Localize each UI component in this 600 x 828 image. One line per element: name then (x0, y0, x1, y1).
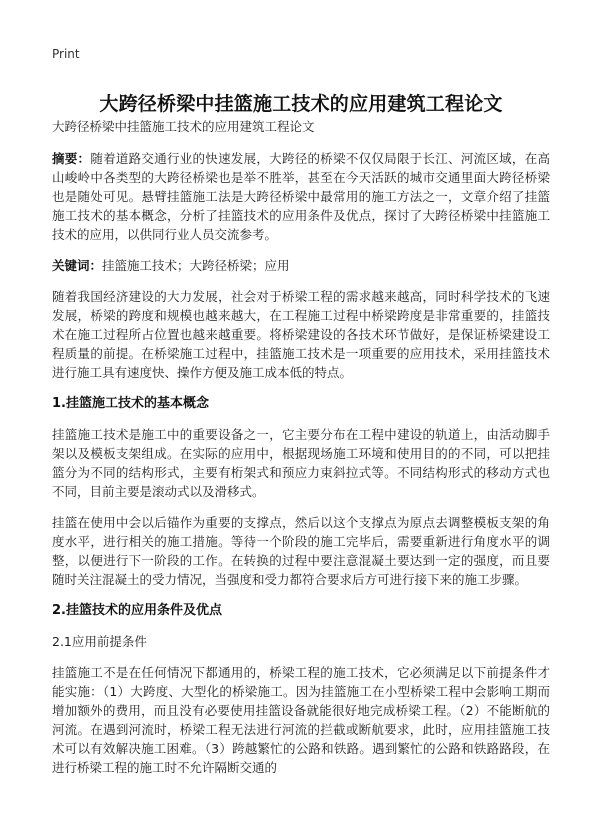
section-1-paragraph-1: 挂篮施工技术是施工中的重要设备之一，它主要分布在工程中建设的轨道上，由活动脚手架以及模板支架组成。在实际的应用中，根据现场施工环境和使用目的的不同，可以把挂篮分为不同的结构形式，主要有桁架式和预应力束斜拉式等。不同结构形式的移动方式也不同，目前主要是滚动式以及滑移式。 (52, 427, 550, 499)
section-1-heading: 1.挂篮施工技术的基本概念 (52, 396, 209, 411)
section-2-1-paragraph: 挂篮施工不是在任何情况下都通用的，桥梁工程的施工技术，它必须满足以下前提条件才能实施：（1）大跨度、大型化的桥梁施工。因为挂篮施工在小型桥梁工程中会影响工期而增加额外的费用，而且没有必要使用挂篮设备就能很好地完成桥梁工程。（2）不能断航的河流。在遇到河流时，桥梁工程无法进行河流的拦截或断航要求，此时，应用挂篮施工技术可以有效解决施工困难。（3）跨越繁忙的公路和铁路。遇到繁忙的公路和铁路路段，在进行桥梁工程的施工时不允许隔断交通的 (52, 665, 550, 775)
section-2-heading: 2.挂篮技术的应用条件及优点 (52, 603, 222, 618)
article-body (52, 117, 550, 789)
keywords-paragraph (52, 256, 550, 275)
abstract-text: 随着道路交通行业的快速发展，大跨径的桥梁不仅仅局限于长江、河流区域，在高山峻岭中各类型的大跨径桥梁也是举不胜举，甚至在今天活跃的城市交通里面大跨径桥梁也是随处可见。悬臂挂篮施工法是大跨径桥梁中最常用的施工方法之一，文章介绍了挂篮施工技术的基本概念，分析了挂篮技术的应用条件及优点，探讨了大跨径桥梁中挂篮施工技术的应用，以供同行业人员交流参考。 (52, 151, 550, 242)
section-1-paragraph-2: 挂篮在使用中会以后锚作为重要的支撑点，然后以这个支撑点为原点去调整模板支架的角度水平，进行相关的施工措施。等待一个阶段的施工完毕后，需要重新进行角度水平的调整，以便进行下一阶段的工作。在转换的过程中要注意混凝土要达到一定的强度，而且要随时关注混凝土的受力情况，当强度和受力都符合要求后方可进行接下来的施工步骤。 (52, 515, 550, 587)
abstract-label: 摘要： (52, 151, 91, 166)
keywords-label: 关键词： (52, 258, 103, 273)
section-2-1-heading: 2.1应用前提条件 (52, 634, 147, 649)
article-subtitle: 大跨径桥梁中挂篮施工技术的应用建筑工程论文 (52, 119, 315, 134)
page-title: 大跨径桥梁中挂篮施工技术的应用建筑工程论文 (99, 92, 503, 115)
abstract-paragraph (52, 149, 550, 244)
intro-paragraph: 随着我国经济建设的大力发展，社会对于桥梁工程的需求越来越高，同时科学技术的飞速发展，桥梁的跨度和规模也越来越大，在工程施工过程中桥梁跨度是非常重要的，挂篮技术在施工过程所占位置也越来越重要。将桥梁建设的各技术环节做好，是保证桥梁建设工程质量的前提。在桥梁施工过程中，挂篮施工技术是一项重要的应用技术，采用挂篮技术进行施工具有速度快、操作方便及施工成本低的特点。 (52, 289, 550, 380)
keywords-text: 挂篮施工技术；大跨径桥梁；应用 (102, 258, 290, 273)
print-link[interactable]: Print (52, 47, 80, 61)
